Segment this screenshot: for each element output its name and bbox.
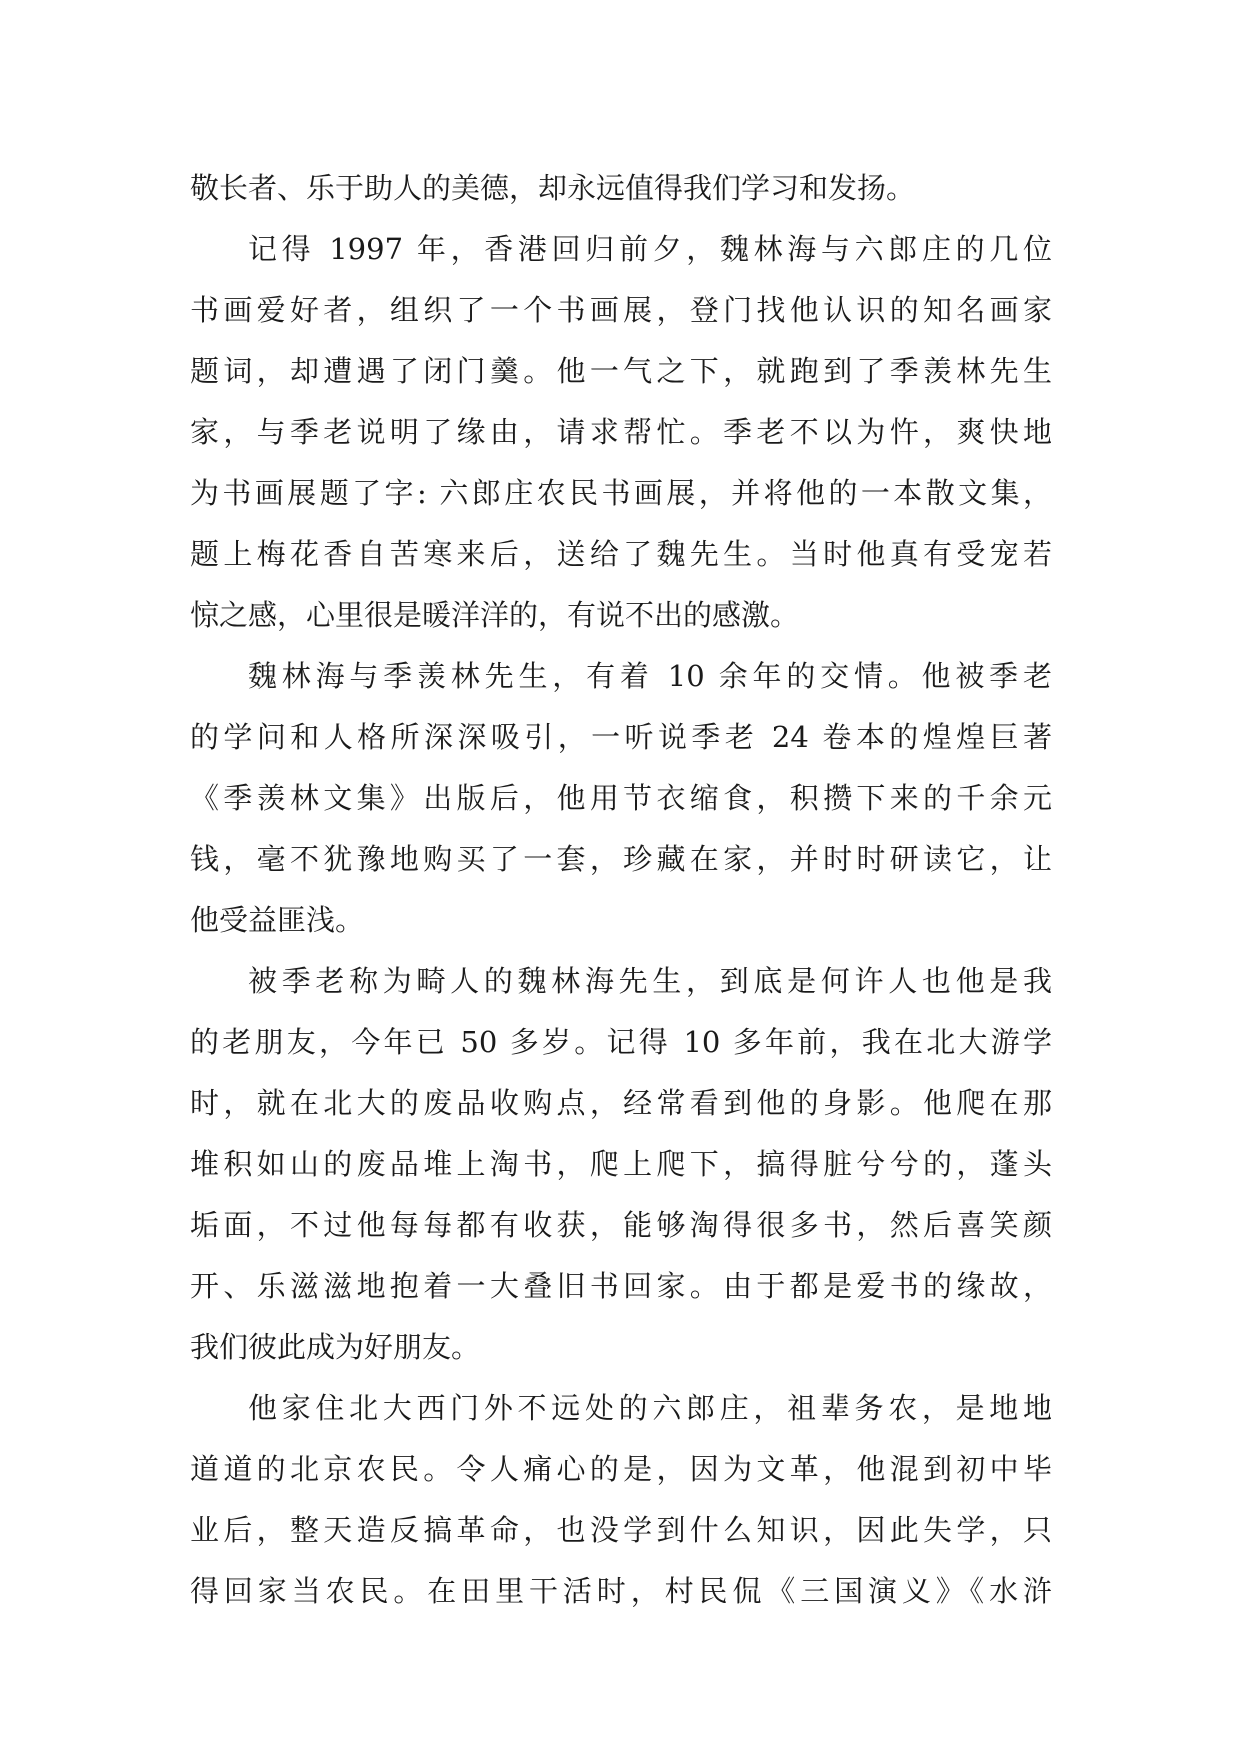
text-line: 的老朋友，今年已 50 多岁。记得 10 多年前，我在北大游学 (190, 1025, 1052, 1059)
text-line: 时，就在北大的废品收购点，经常看到他的身影。他爬在那 (190, 1086, 1052, 1120)
text-line: 敬长者、乐于助人的美德，却永远值得我们学习和发扬。 (190, 171, 916, 205)
text-line: 得回家当农民。在田里干活时，村民侃《三国演义》《水浒 (190, 1574, 1052, 1608)
text-line: 钱，毫不犹豫地购买了一套，珍藏在家，并时时研读它，让 (190, 842, 1052, 876)
text-line: 题上梅花香自苦寒来后，送给了魏先生。当时他真有受宠若 (190, 537, 1052, 571)
text-line: 垢面，不过他每每都有收获，能够淘得很多书，然后喜笑颜 (190, 1208, 1052, 1242)
text-line: 惊之感，心里很是暖洋洋的，有说不出的感激。 (190, 598, 800, 632)
body-text (190, 158, 1052, 1622)
text-line: 家，与季老说明了缘由，请求帮忙。季老不以为忤，爽快地 (190, 415, 1052, 449)
text-line: 我们彼此成为好朋友。 (190, 1330, 481, 1364)
text-line: 书画爱好者，组织了一个书画展，登门找他认识的知名画家 (190, 293, 1052, 327)
text-line: 他受益匪浅。 (190, 903, 365, 937)
text-line: 业后，整天造反搞革命，也没学到什么知识，因此失学，只 (190, 1513, 1052, 1547)
text-line: 开、乐滋滋地抱着一大叠旧书回家。由于都是爱书的缘故， (190, 1269, 1052, 1303)
text-line: 魏林海与季羡林先生，有着 10 余年的交情。他被季老 (248, 659, 1052, 693)
text-line: 堆积如山的废品堆上淘书，爬上爬下，搞得脏兮兮的，蓬头 (190, 1147, 1052, 1181)
text-line: 道道的北京农民。令人痛心的是，因为文革，他混到初中毕 (190, 1452, 1052, 1486)
text-line: 为书画展题了字: 六郎庄农民书画展，并将他的一本散文集， (190, 476, 1052, 510)
text-line: 题词，却遭遇了闭门羹。他一气之下，就跑到了季羡林先生 (190, 354, 1052, 388)
text-line: 《季羡林文集》出版后，他用节衣缩食，积攒下来的千余元 (190, 781, 1052, 815)
text-line: 他家住北大西门外不远处的六郎庄，祖辈务农，是地地 (248, 1391, 1052, 1425)
text-line: 记得 1997 年，香港回归前夕，魏林海与六郎庄的几位 (248, 232, 1052, 266)
text-line: 的学问和人格所深深吸引，一听说季老 24 卷本的煌煌巨著 (190, 720, 1052, 754)
text-line: 被季老称为畸人的魏林海先生，到底是何许人也他是我 (248, 964, 1052, 998)
